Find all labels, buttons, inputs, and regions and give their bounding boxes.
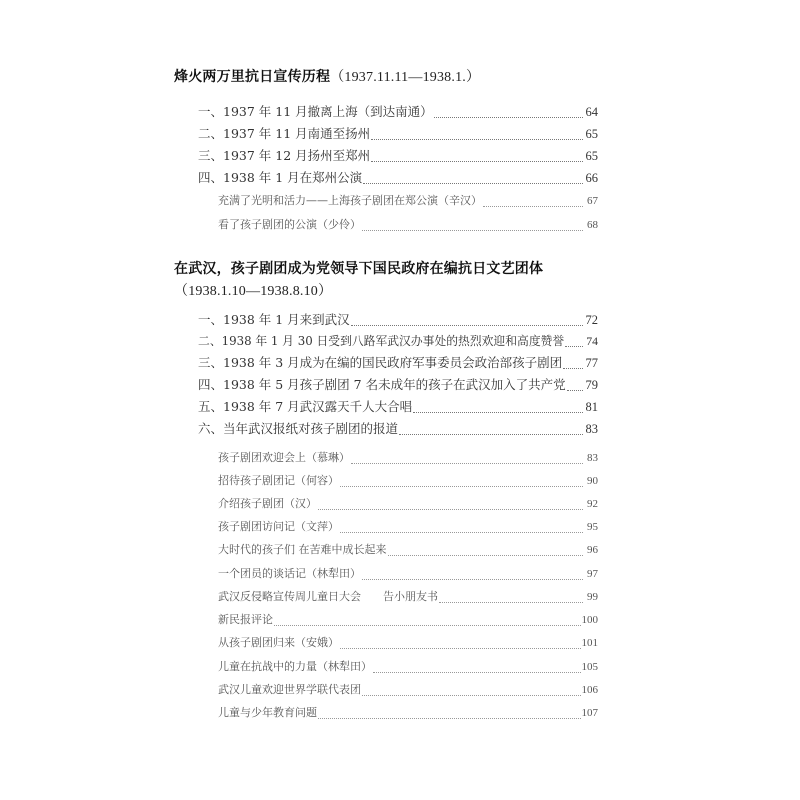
toc-entry-page: 101: [581, 637, 598, 649]
dot-leader: [563, 367, 583, 369]
dot-leader: [439, 601, 583, 603]
toc-entry-page: 67: [587, 195, 598, 207]
toc-entry-label: 五、1938 年 7 月武汉露天千人大合唱: [198, 399, 413, 414]
toc-entry-label: 招待孩子剧团记（何容）: [218, 474, 339, 487]
toc-entry-page: 92: [587, 498, 598, 510]
dot-leader: [413, 411, 583, 413]
dot-leader: [362, 229, 583, 231]
toc-entry-label: 孩子剧团访问记（文萍）: [218, 520, 339, 533]
toc-subentry[interactable]: [218, 610, 598, 630]
toc-subentry[interactable]: [218, 540, 598, 560]
toc-entry-page: 65: [585, 127, 598, 141]
toc-entry-label: 六、当年武汉报纸对孩子剧团的报道: [198, 421, 399, 436]
section-heading: [174, 258, 614, 303]
toc-entry[interactable]: [198, 419, 598, 439]
toc-entry-label: 武汉儿童欢迎世界学联代表团: [218, 683, 361, 696]
toc-entry-label: 充满了光明和活力——上海孩子剧团在郑公演（辛汉）: [218, 194, 482, 207]
toc-entry-label: 介绍孩子剧团（汉）: [218, 497, 317, 510]
toc-subentry[interactable]: [218, 657, 598, 677]
toc-subentry[interactable]: [218, 703, 598, 723]
dot-leader: [362, 578, 583, 580]
toc-entry-page: 97: [587, 568, 598, 580]
dot-leader: [371, 138, 583, 140]
dot-leader: [399, 433, 583, 435]
toc-subentry[interactable]: [218, 494, 598, 514]
toc-entry-label: 武汉反侵略宣传周儿童日大会 告小朋友书: [218, 590, 438, 603]
toc-entry[interactable]: [198, 310, 598, 330]
toc-subentry[interactable]: [218, 680, 598, 700]
toc-entry[interactable]: [198, 124, 598, 144]
toc-entry-page: 77: [585, 356, 598, 370]
toc-entry-page: 105: [581, 661, 598, 673]
dot-leader: [565, 345, 583, 347]
dot-leader: [340, 647, 581, 649]
toc-entry-label: 看了孩子剧团的公演（少伶）: [218, 218, 361, 231]
dot-leader: [351, 324, 583, 326]
dot-leader: [274, 624, 581, 626]
toc-entry-page: 64: [585, 105, 598, 119]
section-heading: [174, 66, 604, 89]
dot-leader: [351, 462, 583, 464]
dot-leader: [434, 116, 583, 118]
toc-entry-page: 95: [587, 521, 598, 533]
toc-entry-label: 一、1937 年 11 月撤离上海（到达南通）: [198, 104, 433, 119]
toc-entry-page: 83: [585, 422, 598, 436]
toc-entry-page: 81: [585, 400, 598, 414]
toc-subentry[interactable]: [218, 517, 598, 537]
toc-entry-label: 一、1938 年 1 月来到武汉: [198, 312, 350, 327]
dot-leader: [318, 717, 581, 719]
dot-leader: [318, 508, 583, 510]
section-heading-title: 烽火两万里抗日宣传历程: [174, 69, 331, 85]
toc-entry-label: 儿童在抗战中的力量（林犁田）: [218, 660, 372, 673]
toc-entry-label: 儿童与少年教育问题: [218, 706, 317, 719]
toc-entry[interactable]: [198, 375, 598, 395]
dot-leader: [483, 205, 583, 207]
toc-entry-label: 新民报评论: [218, 613, 273, 626]
toc-subentry[interactable]: [218, 587, 598, 607]
section-heading-dates: （1937.11.11—1938.1.）: [330, 70, 481, 85]
toc-subentry[interactable]: [218, 215, 598, 235]
toc-entry-label: 三、1937 年 12 月扬州至郑州: [198, 148, 371, 163]
toc-subentry[interactable]: [218, 633, 598, 653]
toc-entry-label: 孩子剧团欢迎会上（慕琳）: [218, 451, 350, 464]
toc-entry-page: 74: [586, 334, 598, 348]
toc-entry-page: 90: [587, 475, 598, 487]
toc-entry-label: 四、1938 年 5 月孩子剧团 7 名未成年的孩子在武汉加入了共产党: [198, 377, 566, 392]
toc-subentry[interactable]: [218, 471, 598, 491]
toc-entry-page: 68: [587, 219, 598, 231]
toc-entry[interactable]: [198, 331, 598, 351]
section-heading-title: 在武汉，孩子剧团成为党领导下国民政府在编抗日文艺团体: [174, 261, 544, 277]
toc-entry[interactable]: [198, 397, 598, 417]
toc-subentry[interactable]: [218, 191, 598, 211]
toc-entry-label: 二、1937 年 11 月南通至扬州: [198, 126, 371, 141]
toc-entry-page: 79: [585, 378, 598, 392]
toc-entry-page: 72: [585, 313, 598, 327]
dot-leader: [373, 671, 581, 673]
dot-leader: [340, 485, 583, 487]
toc-entry[interactable]: [198, 146, 598, 166]
toc-entry[interactable]: [198, 353, 598, 373]
toc-entry-page: 99: [587, 591, 598, 603]
toc-entry[interactable]: [198, 168, 598, 188]
dot-leader: [371, 160, 583, 162]
dot-leader: [362, 694, 581, 696]
toc-entry-page: 83: [587, 452, 598, 464]
toc-subentry[interactable]: [218, 448, 598, 468]
toc-entry-label: 一个团员的谈话记（林犁田）: [218, 567, 361, 580]
toc-entry-label: 三、1938 年 3 月成为在编的国民政府军事委员会政治部孩子剧团: [198, 355, 563, 370]
toc-subentry[interactable]: [218, 564, 598, 584]
toc-entry-page: 96: [587, 544, 598, 556]
toc-entry-page: 66: [585, 171, 598, 185]
dot-leader: [388, 554, 584, 556]
toc-entry[interactable]: [198, 102, 598, 122]
dot-leader: [340, 531, 583, 533]
toc-entry-label: 大时代的孩子们 在苦难中成长起来: [218, 543, 387, 556]
toc-entry-page: 107: [581, 707, 598, 719]
toc-entry-page: 65: [585, 149, 598, 163]
section-heading-dates: （1938.1.10—1938.8.10）: [174, 284, 333, 299]
toc-entry-page: 100: [581, 614, 598, 626]
dot-leader: [567, 389, 583, 391]
toc-entry-label: 二、1938 年 1 月 30 日受到八路军武汉办事处的热烈欢迎和高度赞誉: [198, 334, 565, 348]
dot-leader: [363, 182, 583, 184]
toc-entry-label: 四、1938 年 1 月在郑州公演: [198, 170, 363, 185]
toc-entry-page: 106: [581, 684, 598, 696]
toc-entry-label: 从孩子剧团归来（安娥）: [218, 636, 339, 649]
